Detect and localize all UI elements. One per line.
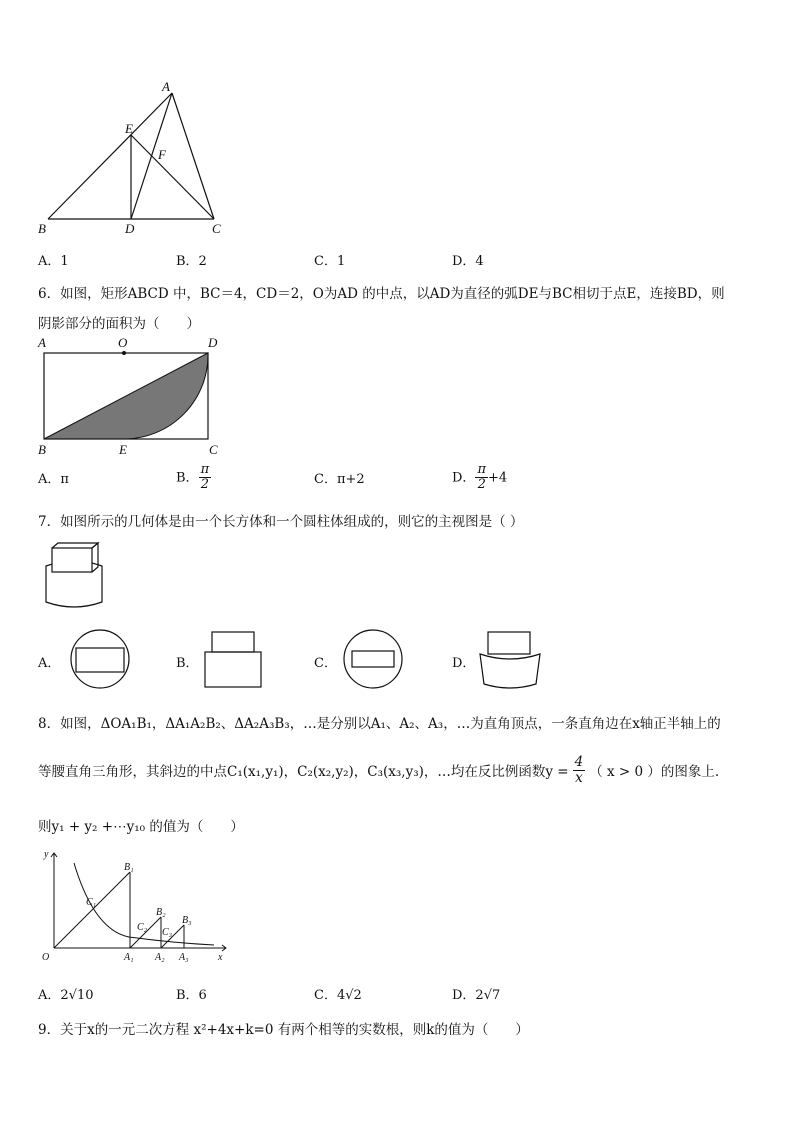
q6-line2: 阴影部分的面积为（ ）	[38, 316, 200, 332]
q8-option-b: B．6	[176, 988, 207, 1003]
label-A: A	[162, 79, 170, 94]
q6-option-d: D． $\frac{\pi}{2}$ +4	[452, 462, 508, 493]
label-B: B	[38, 221, 46, 236]
solid-figure	[40, 540, 110, 610]
label-B: B	[38, 442, 46, 457]
label-F: F	[158, 147, 166, 162]
label-C: C	[209, 442, 218, 457]
q5-option-a: A．1	[38, 254, 69, 269]
label-y: y	[44, 849, 49, 860]
label-C2: C₂	[137, 922, 148, 933]
label-C1: C₁	[86, 897, 97, 908]
label-C3: C₃	[162, 927, 173, 938]
label-A2: A₂	[155, 952, 165, 963]
label-B1: B₁	[124, 862, 134, 873]
label-x: x	[218, 952, 223, 963]
label-A: A	[38, 335, 46, 350]
label-D: D	[125, 221, 135, 236]
q8-options	[38, 984, 590, 1003]
option-d-figure	[476, 628, 544, 690]
label-E: E	[119, 442, 127, 457]
label-D: D	[208, 335, 218, 350]
label-E: E	[125, 121, 133, 136]
q8-line1: 8．如图，ΔOA₁B₁，ΔA₁A₂B₂、ΔA₂A₃B₃，…是分别以A₁、A₂、A₃，…为直角顶点，一条直角边在x轴正半轴上的	[38, 716, 721, 732]
q6-option-a: A．π	[38, 472, 69, 488]
label-A1: A₁	[124, 952, 134, 963]
q7-option-b: B．	[176, 656, 199, 671]
q6-option-c: C．π+2	[314, 472, 365, 488]
q8-option-c: C．4√2	[314, 988, 362, 1003]
q5-option-d: D．4	[452, 254, 484, 269]
q7-text: 7．如图所示的几何体是由一个长方体和一个圆柱体组成的，则它的主视图是（ ）	[38, 514, 524, 530]
q8-option-a: A．2√10	[38, 988, 94, 1003]
q5-option-c: C．1	[314, 254, 346, 269]
q6-line1: 6．如图，矩形ABCD 中，BC＝4，CD＝2，O为AD 的中点，以AD为直径的弧DE与BC相切于点E，连接BD，则	[38, 286, 725, 302]
q7-option-d: D．	[452, 656, 476, 671]
q6-option-b: B． $\frac{\pi}{2}$	[176, 462, 210, 493]
option-b-figure	[202, 628, 264, 690]
hyperbola-triangles-figure	[34, 845, 234, 965]
q8-option-d: D．2√7	[452, 988, 501, 1003]
q6-options	[38, 463, 590, 493]
rectangle-figure	[30, 333, 230, 458]
option-c-figure	[340, 628, 406, 690]
label-C: C	[212, 221, 221, 236]
triangle-figure	[30, 75, 240, 240]
label-B3: B₃	[182, 915, 192, 926]
label-O: O	[118, 335, 128, 350]
q8-line3: 则y₁ + y₂ +⋯y₁₀ 的值为（ ）	[38, 819, 244, 835]
label-O: O	[42, 952, 50, 963]
label-A3: A₃	[179, 952, 189, 963]
q7-option-c: C．	[314, 656, 337, 671]
q5-option-b: B．2	[176, 254, 207, 269]
q8-line2: 等腰直角三角形，其斜边的中点C₁(x₁,y₁)，C₂(x₂,y₂)，C₃(x₃,y₃)，…均在反比例函数y = $\frac{4}{x}$ （ x > 0 ）的图象上.	[38, 754, 720, 786]
q5-options	[38, 250, 590, 269]
option-a-figure	[66, 628, 134, 690]
q9-text: 9．关于x的一元二次方程 x²+4x+k=0 有两个相等的实数根，则k的值为（ ）	[38, 1022, 529, 1038]
q7-option-a: A．	[38, 656, 61, 671]
label-B2: B₂	[156, 907, 166, 918]
